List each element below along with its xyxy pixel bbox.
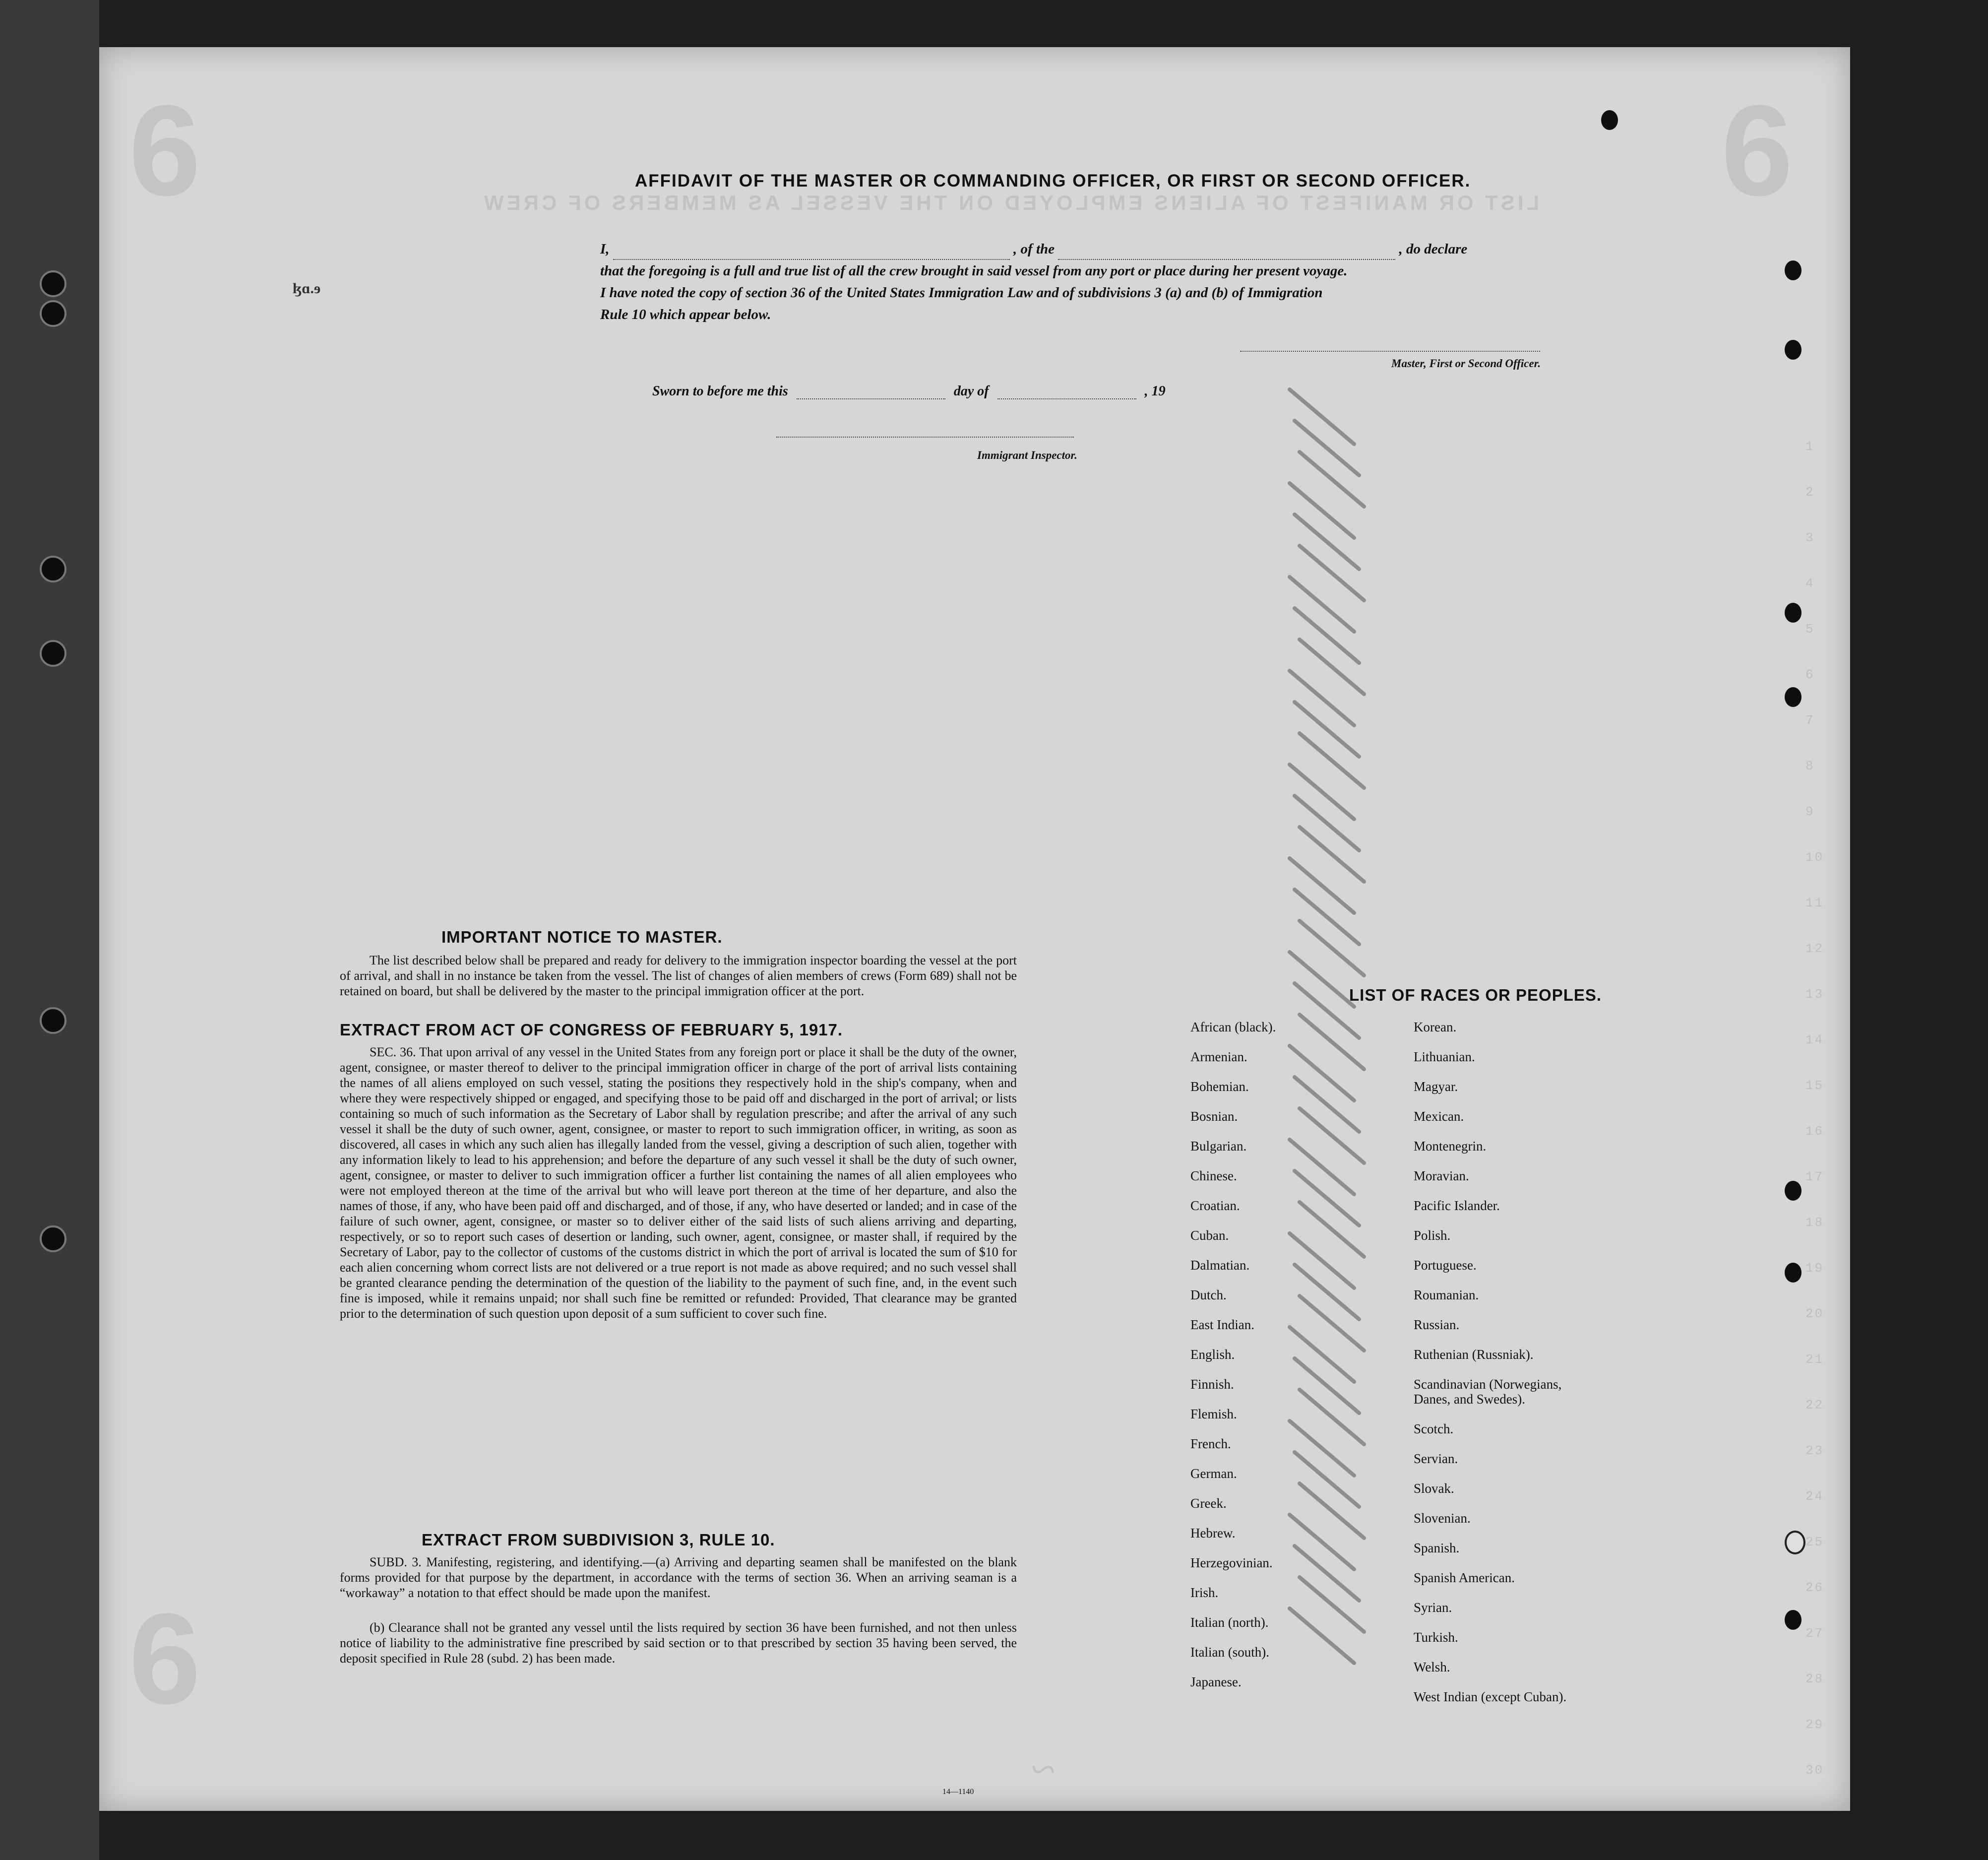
affidavit-title: AFFIDAVIT OF THE MASTER OR COMMANDING OFFICER, OR FIRST OR SECOND OFFICER. xyxy=(635,171,1471,191)
punch-hole-icon xyxy=(1785,1610,1802,1630)
bleed-sheet-number: 6 xyxy=(129,79,201,223)
race-item: Montenegrin. xyxy=(1414,1139,1487,1154)
punch-hole-icon xyxy=(1785,1263,1802,1283)
bleed-sheet-number: 6 xyxy=(1721,79,1793,223)
bleed-row-number: 27 xyxy=(1805,1626,1824,1641)
binder-hole-icon xyxy=(40,1225,66,1252)
pencil-slash xyxy=(1295,702,1359,757)
bleed-row-number: 24 xyxy=(1805,1489,1824,1504)
pencil-slash xyxy=(1290,389,1354,444)
handwritten-mark: ~ xyxy=(1032,1745,1056,1794)
race-item: Cuban. xyxy=(1190,1228,1229,1243)
binder-hole-icon xyxy=(40,1007,66,1034)
pencil-slash xyxy=(1295,514,1359,569)
bleed-row-number: 18 xyxy=(1805,1215,1824,1230)
bleed-row-number: 17 xyxy=(1805,1169,1824,1184)
pencil-slash xyxy=(1295,1265,1359,1319)
race-item: Portuguese. xyxy=(1414,1258,1477,1273)
notice-heading: IMPORTANT NOTICE TO MASTER. xyxy=(441,928,723,946)
sworn-prefix: Sworn to before me this xyxy=(652,384,788,399)
rule-text-b: (b) Clearance shall not be granted any vessel until the lists required by section 36 have been furnished, and not then unless notice of liability to the administrative fine prescribed by said section or to that prescribed by section 35 having been served, the deposit specified in Rule 28 (subd. 2) has been made. xyxy=(340,1620,1017,1666)
race-item: East Indian. xyxy=(1190,1317,1254,1332)
bleed-row-number: 26 xyxy=(1805,1580,1824,1595)
sworn-day-blank[interactable] xyxy=(797,398,945,399)
race-item: Japanese. xyxy=(1190,1674,1242,1689)
bleed-row-number: 3 xyxy=(1805,530,1815,545)
race-item: Moravian. xyxy=(1414,1168,1469,1183)
bleed-through-title: LIST OR MANIFEST OF ALIENS EMPLOYED ON THE VESSEL AS MEMBERS OF CREW xyxy=(481,191,1540,214)
punch-hole-icon xyxy=(1785,260,1802,280)
bleed-row-number: 23 xyxy=(1805,1443,1824,1458)
race-item: Dalmatian. xyxy=(1190,1258,1250,1273)
race-item: Lithuanian. xyxy=(1414,1049,1475,1064)
bleed-row-number: 21 xyxy=(1805,1352,1824,1367)
notice-text: The list described below shall be prepared and ready for delivery to the immigration inspector boarding the vessel at the port of arrival, and shall in no instance be taken from the vessel. The list of changes of alien members of crews (Form 689) shall not be retained on board, but shall be delivered by the master to the principal immigration officer at the port. xyxy=(340,953,1017,998)
race-item: Syrian. xyxy=(1414,1600,1452,1615)
binder-hole-icon xyxy=(40,640,66,667)
race-item: Hebrew. xyxy=(1190,1526,1236,1540)
race-item: Slovenian. xyxy=(1414,1511,1471,1526)
pencil-slash xyxy=(1295,1171,1359,1225)
race-item: Servian. xyxy=(1414,1451,1458,1466)
race-item: Roumanian. xyxy=(1414,1287,1479,1302)
bleed-row-number: 29 xyxy=(1805,1717,1824,1732)
punch-hole-icon xyxy=(1601,110,1618,130)
bleed-row-number: 20 xyxy=(1805,1306,1824,1321)
binder-hole-icon xyxy=(40,270,66,297)
affidavit-line-1 xyxy=(600,238,1562,260)
binder-hole-icon xyxy=(40,300,66,327)
pencil-slash xyxy=(1295,1546,1359,1601)
affidavit-line-4: Rule 10 which appear below. xyxy=(600,307,771,322)
binder-strip xyxy=(0,0,99,1860)
bleed-row-number: 16 xyxy=(1805,1124,1824,1139)
punch-hole-icon xyxy=(1785,340,1802,360)
race-item: Russian. xyxy=(1414,1317,1460,1332)
race-item: Mexican. xyxy=(1414,1109,1464,1124)
race-item: English. xyxy=(1190,1347,1235,1362)
race-item: Pacific Islander. xyxy=(1414,1198,1500,1213)
race-item: Croatian. xyxy=(1190,1198,1240,1213)
race-item: Welsh. xyxy=(1414,1660,1450,1674)
race-item: German. xyxy=(1190,1466,1237,1481)
document-page xyxy=(99,47,1850,1811)
race-item: Bulgarian. xyxy=(1190,1139,1247,1154)
signature-label: Master, First or Second Officer. xyxy=(1391,357,1541,370)
bleed-sheet-number: 6 xyxy=(129,1587,201,1731)
rule-heading: EXTRACT FROM SUBDIVISION 3, RULE 10. xyxy=(422,1531,775,1549)
race-item: Italian (south). xyxy=(1190,1645,1269,1660)
bleed-row-number: 25 xyxy=(1805,1535,1824,1549)
bleed-row-number: 4 xyxy=(1805,576,1815,591)
pencil-slash xyxy=(1295,421,1359,475)
race-item: Bosnian. xyxy=(1190,1109,1238,1124)
race-item: Korean. xyxy=(1414,1020,1457,1034)
act-heading: EXTRACT FROM ACT OF CONGRESS OF FEBRUARY 5, 1917. xyxy=(340,1021,843,1039)
race-item: Armenian. xyxy=(1190,1049,1247,1064)
bleed-row-number: 1 xyxy=(1805,439,1815,454)
race-item: Finnish. xyxy=(1190,1377,1234,1392)
race-item: African (black). xyxy=(1190,1020,1276,1034)
affidavit-line-2: that the foregoing is a full and true list of all the crew brought in said vessel from any port or place during her present voyage. xyxy=(600,263,1348,279)
bleed-row-number: 11 xyxy=(1805,896,1824,910)
bleed-row-number: 13 xyxy=(1805,987,1824,1002)
race-item: Chinese. xyxy=(1190,1168,1237,1183)
inspector-signature-line[interactable] xyxy=(776,437,1074,438)
race-item: Italian (north). xyxy=(1190,1615,1269,1630)
inspector-label: Immigrant Inspector. xyxy=(977,449,1077,461)
races-heading: LIST OF RACES OR PEOPLES. xyxy=(1349,986,1602,1004)
bleed-row-number: 22 xyxy=(1805,1398,1824,1412)
race-item: Spanish American. xyxy=(1414,1570,1515,1585)
bleed-row-number: 19 xyxy=(1805,1261,1824,1276)
punch-hole-icon xyxy=(1785,1181,1802,1201)
bleed-row-number: 5 xyxy=(1805,622,1815,637)
race-item: Scandinavian (Norwegians, xyxy=(1414,1377,1562,1392)
bleed-row-number: 14 xyxy=(1805,1032,1824,1047)
rule-text-a: SUBD. 3. Manifesting, registering, and identifying.—(a) Arriving and departing seamen shall be manifested on the blank forms provided for that purpose by the department, in accordance with the terms of section 36. When an arriving seaman is a “workaway” a notation to that effect should be made upon the manifest. xyxy=(340,1555,1017,1600)
punch-hole-icon xyxy=(1785,687,1802,707)
pencil-slash xyxy=(1295,608,1359,663)
act-text: SEC. 36. That upon arrival of any vessel in the United States from any foreign port or place it shall be the duty of the owner, agent, consignee, or master thereof to deliver to the principal immigration officer in charge of the port of arrival lists containing the names of all aliens employed on such vessel, stating the positions they respectively hold in the ship's company, when and where they were respectively shipped or engaged, and specifying those to be paid off and discharged in the port of arrival; or lists containing so much of such information as the Secretary of Labor shall by regulation prescribe; and after the arrival of any such vessel it shall be the duty of such owner, agent, consignee, or master to report to such immigration officer, in writing, as soon as discovered, all cases in which any such alien has illegally landed from the vessel, giving a description of such alien, together with any information likely to lead to his apprehension; and before the departure of any such vessel it shall be the duty of such owner, agent, consignee, or master to deliver to such immigration officer a further list containing the names of all alien employees who were not employed thereon at the time of the arrival but who will leave port thereon at the time of her departure, and also the names of those, if any, who have been paid off and discharged, and of those, if any, who have deserted or landed; and in case of the failure of such owner, agent, consignee, or master so to deliver either of the said lists of such aliens arriving and departing, respectively, or so to report such cases of desertion or landing, such owner, agent, consignee, or master shall, if required by the Secretary of Labor, pay to the collector of customs of the customs district in which the port of arrival is located the sum of $10 for each alien concerning whom correct lists are not delivered or a true report is not made as above required; and no such vessel shall be granted clearance pending the determination of the question of the liability to the payment of such fine, and, in the event such fine is imposed, while it remains unpaid; nor shall such fine be remitted or refunded: Provided, That clearance may be granted prior to the determination of such question upon deposit of a sum sufficient to cover such fine. xyxy=(340,1045,1017,1321)
binder-hole-icon xyxy=(40,556,66,582)
race-item: West Indian (except Cuban). xyxy=(1414,1689,1567,1704)
signature-line[interactable] xyxy=(1240,351,1540,352)
bleed-row-number: 2 xyxy=(1805,485,1815,500)
form-number: 14—1140 xyxy=(942,1788,974,1796)
pencil-slash-marks xyxy=(1280,375,1488,1674)
race-item: French. xyxy=(1190,1436,1231,1451)
race-item: Danes, and Swedes). xyxy=(1414,1392,1525,1407)
affidavit-line-3: I have noted the copy of section 36 of the United States Immigration Law and of subdivisions 3 (a) and (b) of Immigration xyxy=(600,285,1323,301)
bleed-row-number: 15 xyxy=(1805,1078,1824,1093)
punch-hole-icon xyxy=(1785,1531,1805,1554)
race-item: Herzegovinian. xyxy=(1190,1555,1273,1570)
bleed-row-number: 30 xyxy=(1805,1763,1824,1778)
pencil-slash xyxy=(1295,1358,1359,1413)
pencil-slash xyxy=(1295,890,1359,944)
sworn-line xyxy=(652,384,1166,399)
race-item: Ruthenian (Russniak). xyxy=(1414,1347,1534,1362)
race-item: Polish. xyxy=(1414,1228,1451,1243)
sworn-day-label: day of xyxy=(953,384,989,399)
bleed-row-number: 10 xyxy=(1805,850,1824,865)
race-item: Magyar. xyxy=(1414,1079,1458,1094)
stamp-mark: ɮɑ.ɘ xyxy=(293,280,321,297)
race-item: Irish. xyxy=(1190,1585,1219,1600)
pencil-slash xyxy=(1295,1452,1359,1507)
race-item: Bohemian. xyxy=(1190,1079,1249,1094)
pencil-slash xyxy=(1295,796,1359,850)
affidavit-of-the: , of the xyxy=(1013,241,1055,257)
affidavit-text xyxy=(600,238,1562,325)
bleed-row-number: 7 xyxy=(1805,713,1815,728)
race-item: Scotch. xyxy=(1414,1421,1454,1436)
bleed-row-number: 28 xyxy=(1805,1671,1824,1686)
pencil-slash xyxy=(1295,1077,1359,1132)
affidavit-do-declare: , do declare xyxy=(1399,241,1468,257)
bleed-row-number: 8 xyxy=(1805,759,1815,773)
race-item: Flemish. xyxy=(1190,1407,1237,1421)
race-item: Spanish. xyxy=(1414,1540,1460,1555)
bleed-row-number: 6 xyxy=(1805,667,1815,682)
bleed-row-number: 12 xyxy=(1805,941,1824,956)
race-item: Greek. xyxy=(1190,1496,1227,1511)
race-item: Turkish. xyxy=(1414,1630,1458,1645)
race-item: Slovak. xyxy=(1414,1481,1454,1496)
bleed-row-number: 9 xyxy=(1805,804,1815,819)
race-item: Dutch. xyxy=(1190,1287,1227,1302)
affidavit-i: I, xyxy=(600,241,610,257)
sworn-year-label: , 19 xyxy=(1144,384,1166,399)
punch-hole-icon xyxy=(1785,603,1802,623)
sworn-month-blank[interactable] xyxy=(997,398,1136,399)
